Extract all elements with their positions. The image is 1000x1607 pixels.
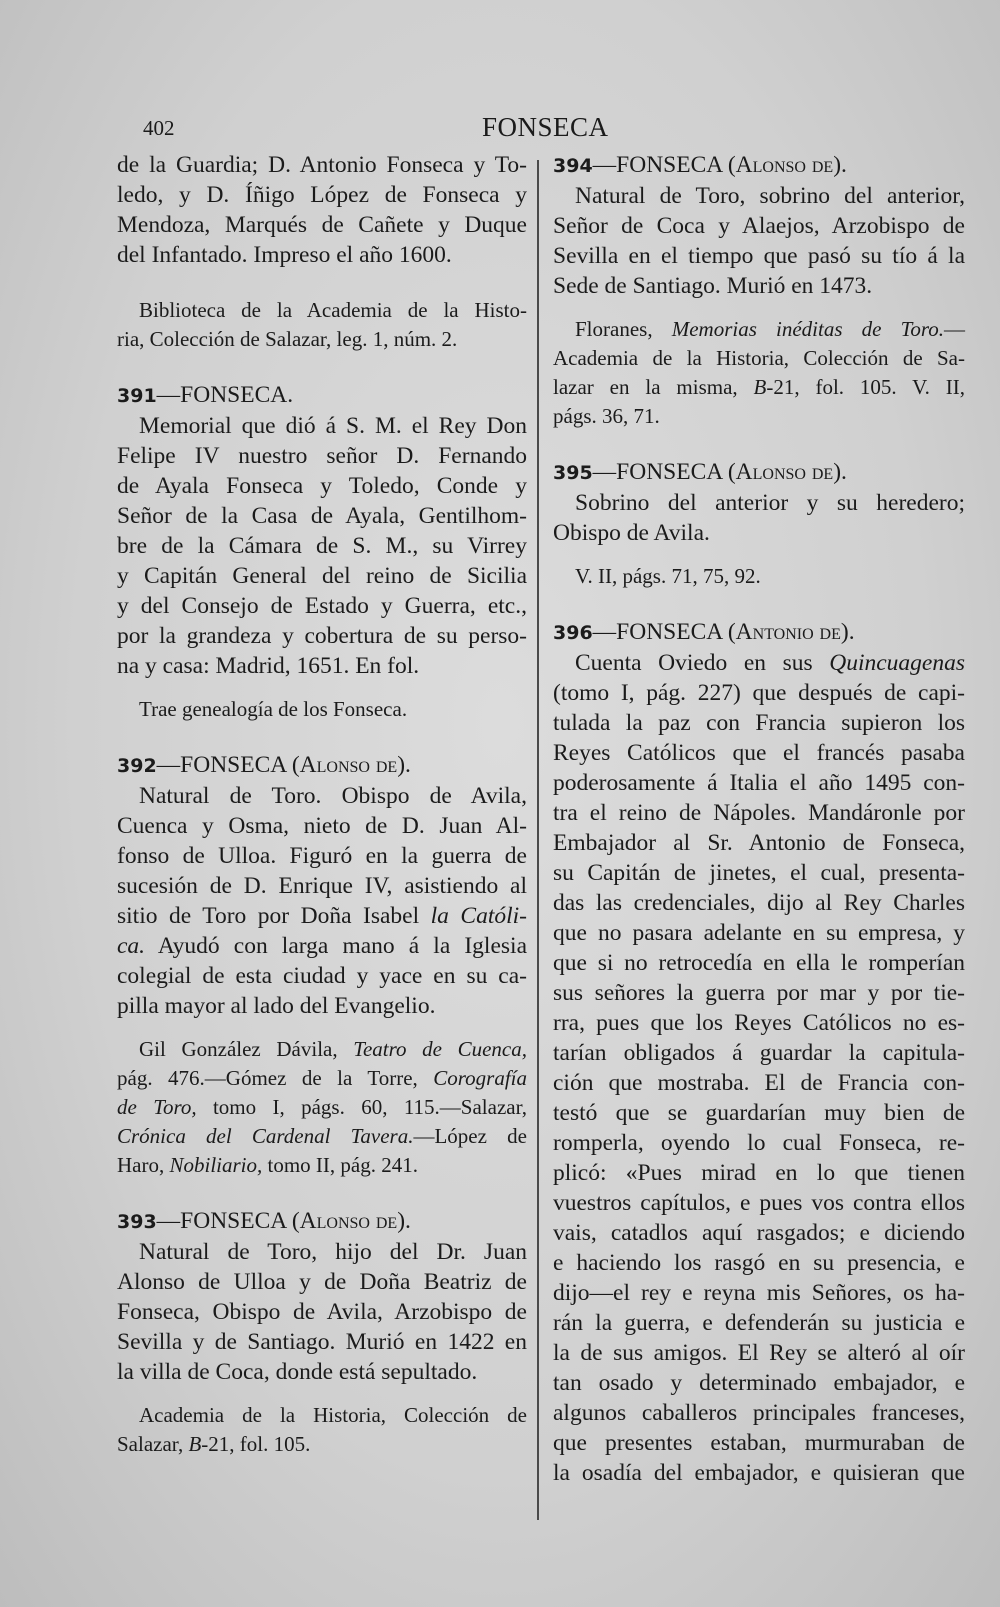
reference-note: V. II, págs. 71, 75, 92. xyxy=(575,564,761,588)
text-line: romperla, oyendo lo cual Fonseca, re- xyxy=(553,1130,965,1156)
text-line: Sobrino del anterior y su heredero; xyxy=(575,490,965,516)
ref-line: pág. 476.—Gómez de la Torre, Corografía xyxy=(117,1066,527,1090)
text-line: sitio de Toro por Doña Isabel la Católi- xyxy=(117,903,527,929)
text-line: tra el reino de Nápoles. Mandáronle por xyxy=(553,800,965,826)
text-line: vais, catadlos aquí rasgados; e diciendo xyxy=(553,1220,965,1246)
ref-line: Gil González Dávila, Teatro de Cuenca, xyxy=(139,1037,527,1061)
text-line: Sevilla y de Santiago. Murió en 1422 en xyxy=(117,1329,527,1355)
text-line: Sede de Santiago. Murió en 1473. xyxy=(553,273,873,299)
text-line: rán la guerra, e defenderán su justicia e xyxy=(553,1310,965,1336)
ref-line: Crónica del Cardenal Tavera.—López de xyxy=(117,1124,527,1148)
entry-number: 395 xyxy=(553,462,593,484)
text-line: tarían obligados á guardar la capitula- xyxy=(553,1040,965,1066)
text-line: que presentes estaban, murmuraban de xyxy=(553,1430,965,1456)
text-line: ción que mostraba. El de Francia con- xyxy=(553,1070,965,1096)
text-line: de Ayala Fonseca y Toledo, Conde y xyxy=(117,473,527,499)
column-rule xyxy=(537,160,539,1520)
entry-heading: 393—FONSECA (Alonso de). xyxy=(117,1208,411,1234)
ref-line: págs. 36, 71. xyxy=(553,404,660,428)
text-line: ca. Ayudó con larga mano á la Iglesia xyxy=(117,933,527,959)
text-line: la villa de Coca, donde está sepultado. xyxy=(117,1359,478,1385)
text-line: su Capitán de jinetes, el cual, presenta- xyxy=(553,860,965,886)
left-column xyxy=(117,150,527,1459)
entry-heading: 394—FONSECA (Alonso de). xyxy=(553,152,847,178)
right-column xyxy=(553,150,965,1488)
entry-394 xyxy=(553,150,965,431)
text-line: Señor de la Casa de Ayala, Gentilhom- xyxy=(117,503,527,529)
ref-line: Haro, Nobiliario, tomo II, pág. 241. xyxy=(117,1153,418,1177)
entry-heading: 395—FONSECA (Alonso de). xyxy=(553,459,847,485)
text-line: tan osado y determinado embajador, e xyxy=(553,1370,965,1396)
text-line: sus señores la guerra por mar y por tie- xyxy=(553,980,965,1006)
text-line: testó que se guardarían muy bien de xyxy=(553,1100,965,1126)
text-line: pilla mayor al lado del Evangelio. xyxy=(117,993,436,1019)
text-line: algunos caballeros principales franceses, xyxy=(553,1400,965,1426)
text-line: ledo, y D. Íñigo López de Fonseca y xyxy=(117,182,527,208)
text-line: fonso de Ulloa. Figuró en la guerra de xyxy=(117,843,527,869)
text-line: Alonso de Ulloa y de Doña Beatriz de xyxy=(117,1269,527,1295)
text-line: la de sus amigos. El Rey se alteró al oír xyxy=(553,1340,965,1366)
ref-line: de Toro, tomo I, págs. 60, 115.—Salazar, xyxy=(117,1095,528,1119)
reference-note xyxy=(553,315,965,431)
reference-note xyxy=(117,1401,527,1459)
running-head: FONSECA xyxy=(482,112,609,142)
text-line: y del Consejo de Estado y Guerra, etc., xyxy=(117,593,527,619)
ref-line: Salazar, B-21, fol. 105. xyxy=(117,1432,311,1456)
entry-392 xyxy=(117,750,527,1180)
text-line: Cuenca y Osma, nieto de D. Juan Al- xyxy=(117,813,527,839)
ref-line: Academia de la Historia, Colección de xyxy=(139,1403,527,1427)
text-line: Felipe IV nuestro señor D. Fernando xyxy=(117,443,527,469)
entry-number: 391 xyxy=(117,385,157,407)
ref-line: Academia de la Historia, Colección de Sa- xyxy=(553,346,965,370)
entry-heading: 391—FONSECA. xyxy=(117,382,294,408)
text-line: la osadía del embajador, e quisieran que xyxy=(553,1460,965,1486)
text-line: sucesión de D. Enrique IV, asistiendo al xyxy=(117,873,527,899)
reference-note xyxy=(117,296,527,354)
reference-note: Trae genealogía de los Fonseca. xyxy=(139,697,408,721)
ref-line: lazar en la misma, B-21, fol. 105. V. II, xyxy=(553,375,966,399)
text-line: Reyes Católicos que el francés pasaba xyxy=(553,740,965,766)
text-line: Sevilla en el tiempo que pasó su tío á la xyxy=(553,243,965,269)
text-line: Natural de Toro, hijo del Dr. Juan xyxy=(139,1239,527,1265)
text-line: Natural de Toro. Obispo de Avila, xyxy=(139,783,527,809)
text-line: Memorial que dió á S. M. el Rey Don xyxy=(139,413,527,439)
text-line: e haciendo los rasgó en su presencia, e xyxy=(553,1250,965,1276)
text-line: poderosamente á Italia el año 1495 con- xyxy=(553,770,965,796)
text-line: Embajador al Sr. Antonio de Fonseca, xyxy=(553,830,965,856)
text-line: colegial de esta ciudad y yace en su ca- xyxy=(117,963,527,989)
text-line: que si no retrocedía en ella le romperían xyxy=(553,950,965,976)
text-line: que no pasara adelante en su empresa, y xyxy=(553,920,965,946)
entry-number: 394 xyxy=(553,155,593,177)
text-line: vuestros capítulos, e pues vos contra ellos xyxy=(553,1190,965,1216)
entry-number: 393 xyxy=(117,1211,157,1233)
text-line: rra, pues que los Reyes Católicos no es- xyxy=(553,1010,965,1036)
text-line: Natural de Toro, sobrino del anterior, xyxy=(575,183,965,209)
entry-393 xyxy=(117,1206,527,1459)
ref-line: ria, Colección de Salazar, leg. 1, núm. 2. xyxy=(117,327,458,351)
entry-number: 392 xyxy=(117,755,157,777)
text-line: das las credenciales, dijo al Rey Charles xyxy=(553,890,965,916)
text-line: Mendoza, Marqués de Cañete y Duque xyxy=(117,212,527,238)
text-line: y Capitán General del reino de Sicilia xyxy=(117,563,527,589)
text-line: del Infantado. Impreso el año 1600. xyxy=(117,242,452,268)
text-line: (tomo I, pág. 227) que después de capi- xyxy=(553,680,965,706)
text-line: Fonseca, Obispo de Avila, Arzobispo de xyxy=(117,1299,527,1325)
entry-396 xyxy=(553,617,965,1488)
text-line: na y casa: Madrid, 1651. En fol. xyxy=(117,653,420,679)
entry-395 xyxy=(553,457,965,591)
reference-note xyxy=(117,1035,527,1180)
entry-number: 396 xyxy=(553,622,593,644)
entry-heading: 396—FONSECA (Antonio de). xyxy=(553,619,855,645)
page-header xyxy=(0,112,1000,152)
text-line: bre de la Cámara de S. M., su Virrey xyxy=(117,533,527,559)
ref-line: Floranes, Memorias inéditas de Toro.— xyxy=(575,317,965,341)
text-line: por la grandeza y cobertura de su perso- xyxy=(117,623,527,649)
text-line: Cuenta Oviedo en sus Quincuagenas xyxy=(575,650,965,676)
text-line: plicó: «Pues mirad en lo que tienen xyxy=(553,1160,965,1186)
page-number: 402 xyxy=(143,116,175,140)
text-line: Obispo de Avila. xyxy=(553,520,710,546)
text-line: tulada la paz con Francia supieron los xyxy=(553,710,965,736)
entry-391 xyxy=(117,380,527,724)
entry-heading: 392—FONSECA (Alonso de). xyxy=(117,752,411,778)
text-line: Señor de Coca y Alaejos, Arzobispo de xyxy=(553,213,965,239)
ref-line: Biblioteca de la Academia de la Histo- xyxy=(139,298,527,322)
text-line: de la Guardia; D. Antonio Fonseca y To- xyxy=(117,152,527,178)
text-line: dijo—el rey e reyna mis Señores, os ha- xyxy=(553,1280,965,1306)
